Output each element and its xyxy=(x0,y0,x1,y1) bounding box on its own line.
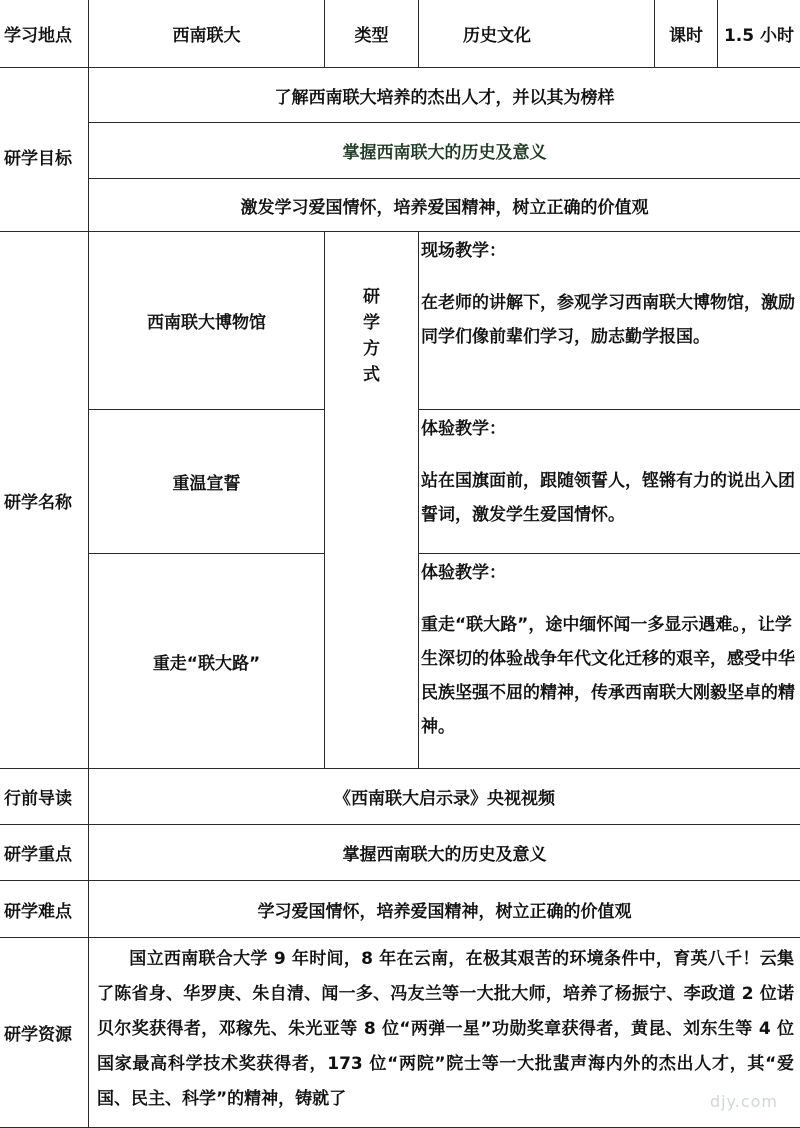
study-label: 研学名称 xyxy=(0,232,89,769)
location-label: 学习地点 xyxy=(0,0,89,68)
resources-paragraph: 国立西南联合大学 9 年时间，8 年在云南，在极其艰苦的环境条件中，育英八千！云集了陈省身、华罗庚、朱自清、闻一多、冯友兰等一大批大师，培养了杨振宁、李政道 2 位诺贝尔奖获得者，邓稼先、朱光亚等 8 位“两弹一星”功勋奖章获得者，黄昆、刘东生等 4 位国家最高科学技术奖获得者，173 位“两院”院士等一大批蜚声海内外的杰出人才，其“爱国、民主、科学”的精神，铸就了 xyxy=(97,949,794,1109)
method-label-char: 学 xyxy=(329,310,414,336)
hours-label: 课时 xyxy=(655,0,718,68)
key-point-value: 掌握西南联大的历史及意义 xyxy=(89,825,800,881)
difficulty-value: 学习爱国情怀，培养爱国精神，树立正确的价值观 xyxy=(89,881,800,938)
pre-reading-label: 行前导读 xyxy=(0,769,89,825)
header-row xyxy=(0,0,800,68)
study-name: 重走“联大路” xyxy=(89,554,325,769)
key-point-row xyxy=(0,825,800,881)
method-label xyxy=(325,232,419,769)
method-cell xyxy=(419,232,800,410)
goal-item: 激发学习爱国情怀，培养爱国精神，树立正确的价值观 xyxy=(89,179,800,232)
type-label: 类型 xyxy=(325,0,419,68)
goal-row xyxy=(0,68,800,123)
pre-reading-value: 《西南联大启示录》央视视频 xyxy=(89,769,800,825)
goal-row xyxy=(0,123,800,179)
difficulty-row xyxy=(0,881,800,938)
difficulty-label: 研学难点 xyxy=(0,881,89,938)
method-text: 重走“联大路”，途中缅怀闻一多显示遇难。，让学生深切的体验战争年代文化迁移的艰辛，感受中华民族坚强不屈的精神，传承西南联大刚毅坚卓的精神。 xyxy=(421,615,795,737)
method-title: 现场教学： xyxy=(421,234,796,268)
method-cell xyxy=(419,410,800,554)
location-value: 西南联大 xyxy=(89,0,325,68)
goal-row xyxy=(0,179,800,232)
study-name: 重温宣誓 xyxy=(89,410,325,554)
goals-label: 研学目标 xyxy=(0,68,89,232)
resources-row xyxy=(0,938,800,1128)
goal-item: 了解西南联大培养的杰出人才，并以其为榜样 xyxy=(89,68,800,123)
method-title: 体验教学： xyxy=(421,412,796,446)
goal-item: 掌握西南联大的历史及意义 xyxy=(89,123,800,179)
method-label-char: 研 xyxy=(329,284,414,310)
pre-reading-row xyxy=(0,769,800,825)
method-text: 站在国旗面前，跟随领誓人，铿锵有力的说出入团誓词，激发学生爱国情怀。 xyxy=(421,471,795,525)
watermark: djy.com xyxy=(710,1092,778,1111)
key-point-label: 研学重点 xyxy=(0,825,89,881)
study-name: 西南联大博物馆 xyxy=(89,232,325,410)
study-row xyxy=(0,232,800,410)
method-title: 体验教学： xyxy=(421,556,796,590)
type-value: 历史文化 xyxy=(419,0,655,68)
method-label-char: 方 xyxy=(329,336,414,362)
resources-text xyxy=(89,938,800,1128)
hours-value: 1.5 小时 xyxy=(718,0,800,68)
method-cell xyxy=(419,554,800,769)
resources-label: 研学资源 xyxy=(0,938,89,1128)
method-text: 在老师的讲解下，参观学习西南联大博物馆，激励同学们像前辈们学习，励志勤学报国。 xyxy=(421,293,795,347)
method-label-char: 式 xyxy=(329,362,414,388)
